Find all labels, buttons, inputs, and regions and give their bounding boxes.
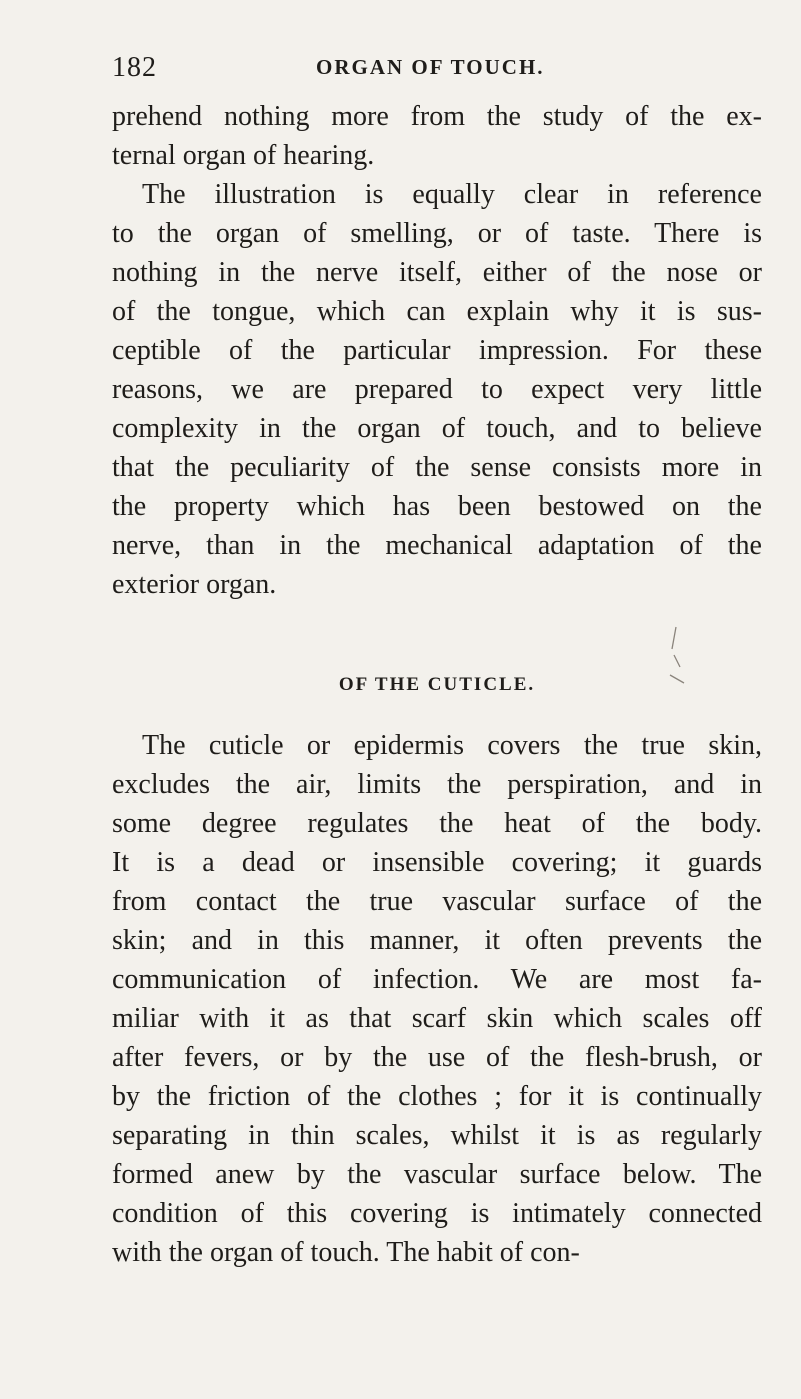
text-line: with the organ of touch. The habit of con- — [112, 1237, 580, 1268]
paragraph-2 — [112, 726, 762, 1272]
text-line: communication of infection. We are most fa- — [112, 964, 762, 995]
text-line: after fevers, or by the use of the flesh-brush, or — [112, 1042, 762, 1073]
text-line: exterior organ. — [112, 569, 277, 600]
text-line: that the peculiarity of the sense consists more in — [112, 452, 762, 483]
text-line: complexity in the organ of touch, and to believe — [112, 413, 762, 444]
running-title: ORGAN OF TOUCH. — [316, 55, 545, 79]
text-line: the property which has been bestowed on the — [112, 491, 762, 522]
text-line: of the tongue, which can explain why it is sus- — [112, 296, 762, 327]
running-head — [112, 52, 752, 82]
text-line: nothing in the nerve itself, either of the nose or — [112, 257, 762, 288]
text-line: ternal organ of hearing. — [112, 140, 375, 171]
stray-pen-mark — [662, 625, 692, 695]
text-line: miliar with it as that scarf skin which scales off — [112, 1003, 762, 1034]
text-line: ceptible of the particular impression. For these — [112, 335, 762, 366]
text-line: The illustration is equally clear in reference — [142, 179, 762, 210]
text-line: formed anew by the vascular surface below. The — [112, 1159, 762, 1190]
text-line: by the friction of the clothes ; for it is continually — [112, 1081, 762, 1112]
text-line: some degree regulates the heat of the body. — [112, 808, 762, 839]
text-line: separating in thin scales, whilst it is as regularly — [112, 1120, 762, 1151]
text-line: skin; and in this manner, it often prevents the — [112, 925, 762, 956]
text-line: It is a dead or insensible covering; it guards — [112, 847, 762, 878]
section-heading: OF THE CUTICLE. — [338, 674, 536, 695]
text-line: The cuticle or epidermis covers the true skin, — [142, 730, 762, 761]
text-line: nerve, than in the mechanical adaptation of the — [112, 530, 762, 561]
text-line: condition of this covering is intimately connected — [112, 1198, 762, 1229]
text-line: excludes the air, limits the perspiration, and in — [112, 769, 762, 800]
page-number: 182 — [112, 52, 157, 83]
text-line: to the organ of smelling, or of taste. There is — [112, 218, 762, 249]
text-line: from contact the true vascular surface of the — [112, 886, 762, 917]
text-line: prehend nothing more from the study of the ex- — [112, 101, 762, 132]
text-line: reasons, we are prepared to expect very little — [112, 374, 762, 405]
paragraph-1 — [112, 97, 762, 604]
